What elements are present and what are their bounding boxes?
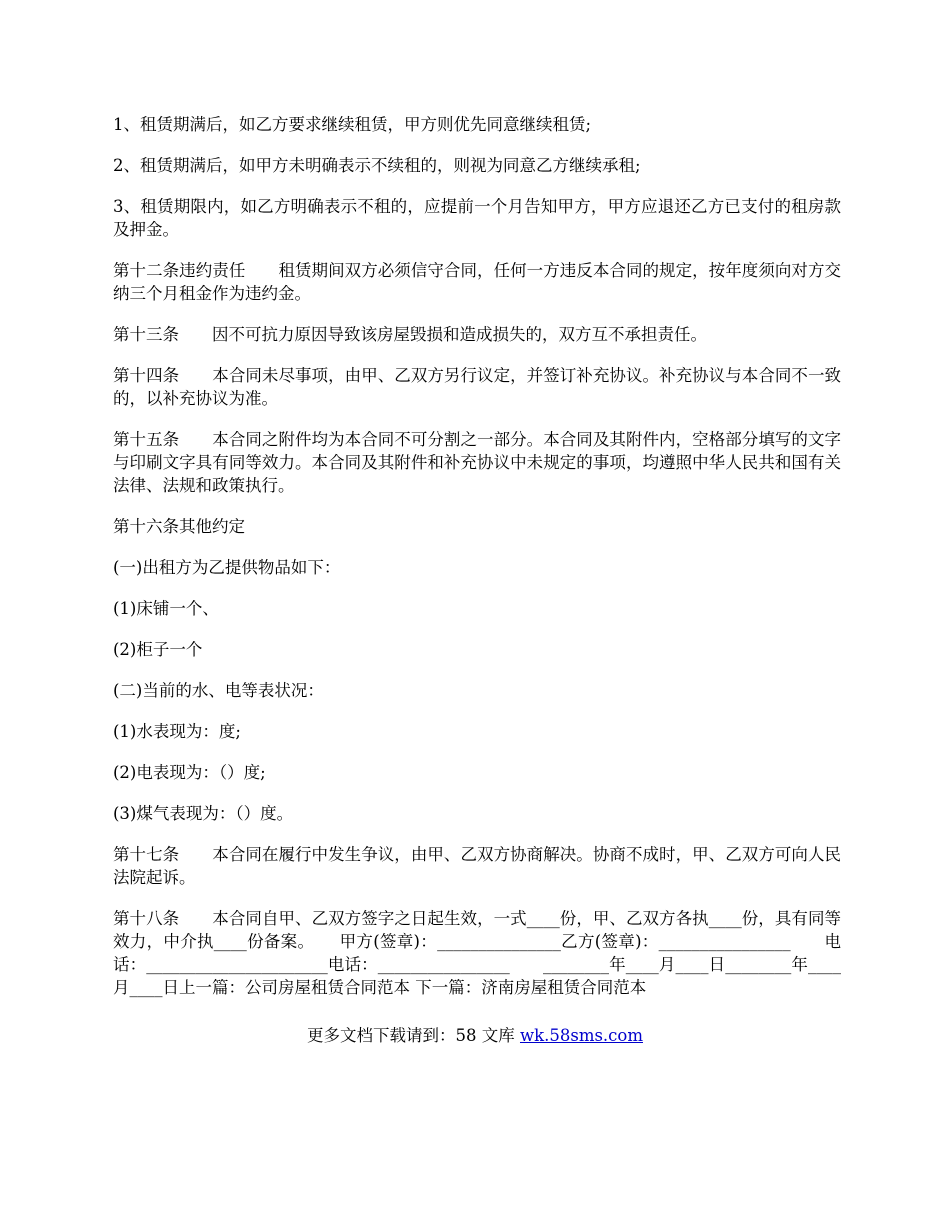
paragraph-article-16: 第十六条其他约定 — [113, 517, 245, 536]
paragraph-article-18: 第十八条 本合同自甲、乙双方签字之日起生效，一式____份，甲、乙双方各执____份，具有同等效力，中介执____份备案。 甲方(签章)：_______________乙方(签章)：________________ 电话：______________________电话：________________ ________年____月____日________年____月____日上一篇：公司房屋租赁合同范本 下一篇：济南房屋租赁合同范本 — [113, 909, 841, 997]
footer — [0, 1024, 950, 1047]
footer-link[interactable]: wk.58sms.com — [519, 1026, 643, 1045]
paragraph-clause-3: 3、租赁期限内，如乙方明确表示不租的，应提前一个月告知甲方，甲方应退还乙方已支付的租房款及押金。 — [113, 197, 841, 239]
paragraph-article-13: 第十三条 因不可抗力原因导致该房屋毁损和造成损失的，双方互不承担责任。 — [113, 325, 707, 344]
paragraph-clause-1: 1、租赁期满后，如乙方要求继续租赁，甲方则优先同意继续租赁; — [113, 115, 592, 134]
paragraph-meters-heading: (二)当前的水、电等表状况： — [113, 681, 324, 700]
footer-text: 更多文档下载请到：58 文库 — [306, 1026, 520, 1045]
paragraph-item-cabinet: (2)柜子一个 — [113, 640, 203, 659]
paragraph-item-bed: (1)床铺一个、 — [113, 599, 219, 618]
paragraph-electric-meter: (2)电表现为：（）度; — [113, 763, 266, 782]
paragraph-items-heading: (一)出租方为乙提供物品如下： — [113, 558, 341, 577]
document-body — [113, 113, 841, 1017]
paragraph-article-12: 第十二条违约责任 租赁期间双方必须信守合同，任何一方违反本合同的规定，按年度须向对方交纳三个月租金作为违约金。 — [113, 261, 841, 303]
paragraph-water-meter: (1)水表现为：度; — [113, 722, 241, 741]
paragraph-article-17: 第十七条 本合同在履行中发生争议，由甲、乙双方协商解决。协商不成时，甲、乙双方可向人民法院起诉。 — [113, 845, 841, 887]
paragraph-article-15: 第十五条 本合同之附件均为本合同不可分割之一部分。本合同及其附件内，空格部分填写的文字与印刷文字具有同等效力。本合同及其附件和补充协议中未规定的事项，均遵照中华人民共和国有关法律、法规和政策执行。 — [113, 430, 841, 495]
paragraph-gas-meter: (3)煤气表现为：（）度。 — [113, 804, 294, 823]
paragraph-clause-2: 2、租赁期满后，如甲方未明确表示不续租的，则视为同意乙方继续承租; — [113, 156, 641, 175]
paragraph-article-14: 第十四条 本合同未尽事项，由甲、乙双方另行议定，并签订补充协议。补充协议与本合同不一致的，以补充协议为准。 — [113, 366, 841, 408]
